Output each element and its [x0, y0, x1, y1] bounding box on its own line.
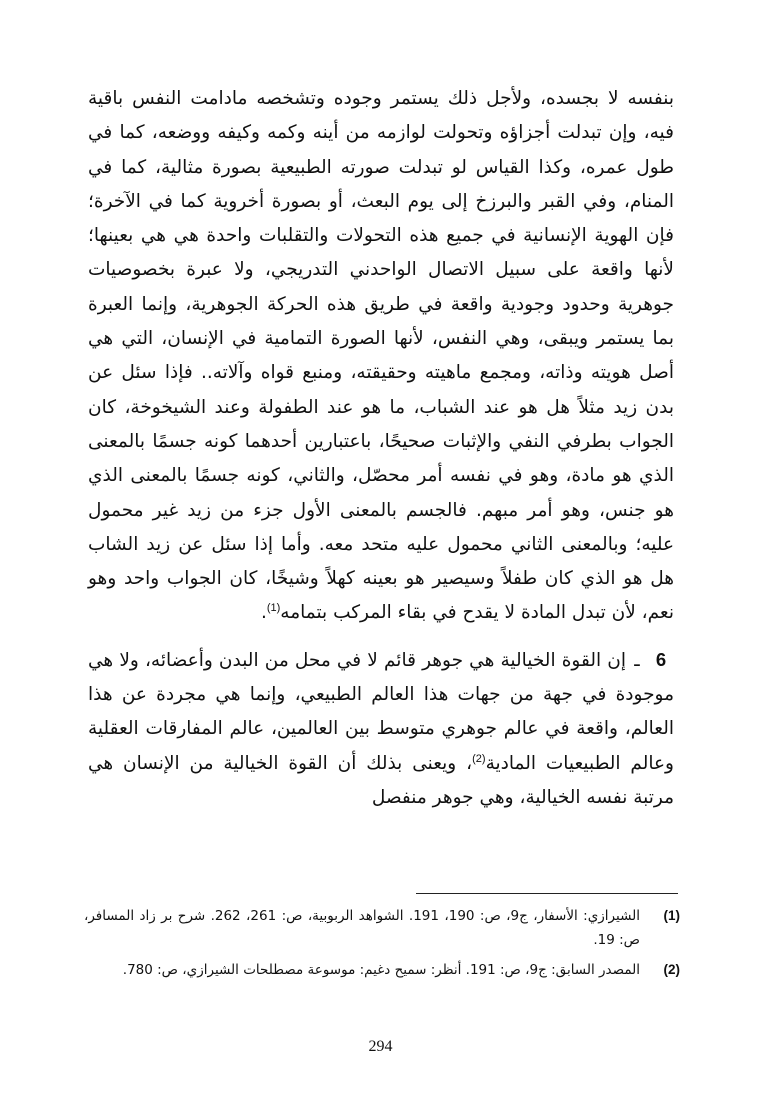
paragraph-1-text: بنفسه لا بجسده، ولأجل ذلك يستمر وجوده وتشخصه مادامت النفس باقية فيه، وإن تبدلت أجزاؤه وتحولت لوازمه من أينه وكمه وكيفه ووضعه، كما في طول عمره، وكذا القياس لو تبدلت صورته الطبيعية بصورة مثالية، كما في المنام، وفي القبر والبرزخ إلى يوم البعث، أو بصورة أخروية كما في الآخرة؛ فإن الهوية الإنسانية في جميع هذه التحولات والتقلبات واحدة هي هي بعينها؛ لأنها واقعة على سبيل الاتصال الواحدني التدريجي، ولا عبرة بخصوصيات جوهرية وحدود وجودية واقعة في طريق هذه الحركة الجوهرية، وإنما العبرة بما يستمر ويبقى، وهي النفس، لأنها الصورة التمامية في الإنسان، التي هي أصل هويته وذاته، ومجمع ماهيته وحقيقته، ومنبع قواه وآلاته.. فإذا سئل عن بدن زيد مثلاً هل هو عند الشباب، ما هو عند الطفولة وعند الشيخوخة، كان الجواب بطرفي النفي والإثبات صحيحًا، باعتبارين أحدهما كونه جسمًا بالمعنى الذي هو مادة، وهو في نفسه أمر محصّل، والثاني، كونه جسمًا بالمعنى الذي هو جنس، وهو أمر مبهم. فالجسم بالمعنى الأول جزء من زيد غير محمول عليه؛ وبالمعنى الثاني محمول عليه متحد معه. وأما إذا سئل عن زيد الشاب هل هو الذي كان طفلاً وسيصير هو بعينه كهلاً وشيخًا، كان الجواب واحد وهو نعم، لأن تبدل المادة لا يقدح في بقاء المركب بتمامه	[88, 88, 674, 624]
footnote-divider	[416, 893, 678, 894]
footnotes	[84, 904, 680, 988]
item-number: 6	[655, 648, 667, 670]
footnote-2-text: المصدر السابق: ج9، ص: 191. أنظر: سميح دغيم: موسوعة مصطلحات الشيرازي، ص: 780.	[122, 962, 640, 978]
paragraph-2-text-b: ، ويعنى بذلك أن القوة الخيالية من الإنسان هي مرتبة نفسه الخيالية، وهي جوهر منفصل	[88, 752, 674, 808]
footnote-ref-1: (1)	[266, 602, 281, 615]
paragraph-1-end: .	[260, 602, 267, 624]
paragraph-1	[88, 82, 674, 631]
footnote-2	[84, 958, 680, 982]
numbered-item-6	[88, 643, 674, 815]
main-text	[88, 82, 674, 815]
footnote-ref-2: (2)	[472, 752, 486, 765]
footnote-2-number: (2)	[663, 962, 680, 977]
footnote-1-number: (1)	[663, 908, 680, 923]
footnote-1-text: الشيرازي: الأسفار، ج9، ص: 190، 191. الشواهد الربوبية، ص: 261، 262. شرح بر زاد المسافر، ص: 19.	[84, 908, 640, 948]
item-dash: ـ	[634, 649, 640, 671]
paragraph-2-text-a: إن القوة الخيالية هي جوهر قائم لا في محل من البدن وأعضائه، ولا هي موجودة في جهة من جهات هذا العالم الطبيعي، وإنما هي مجردة عن هذا العالم، واقعة في عالم جوهري متوسط بين العالمين، عالم المفارقات العقلية وعالم الطبيعيات المادية	[88, 649, 674, 774]
footnote-1	[84, 904, 680, 952]
page-number: 294	[368, 1038, 393, 1055]
